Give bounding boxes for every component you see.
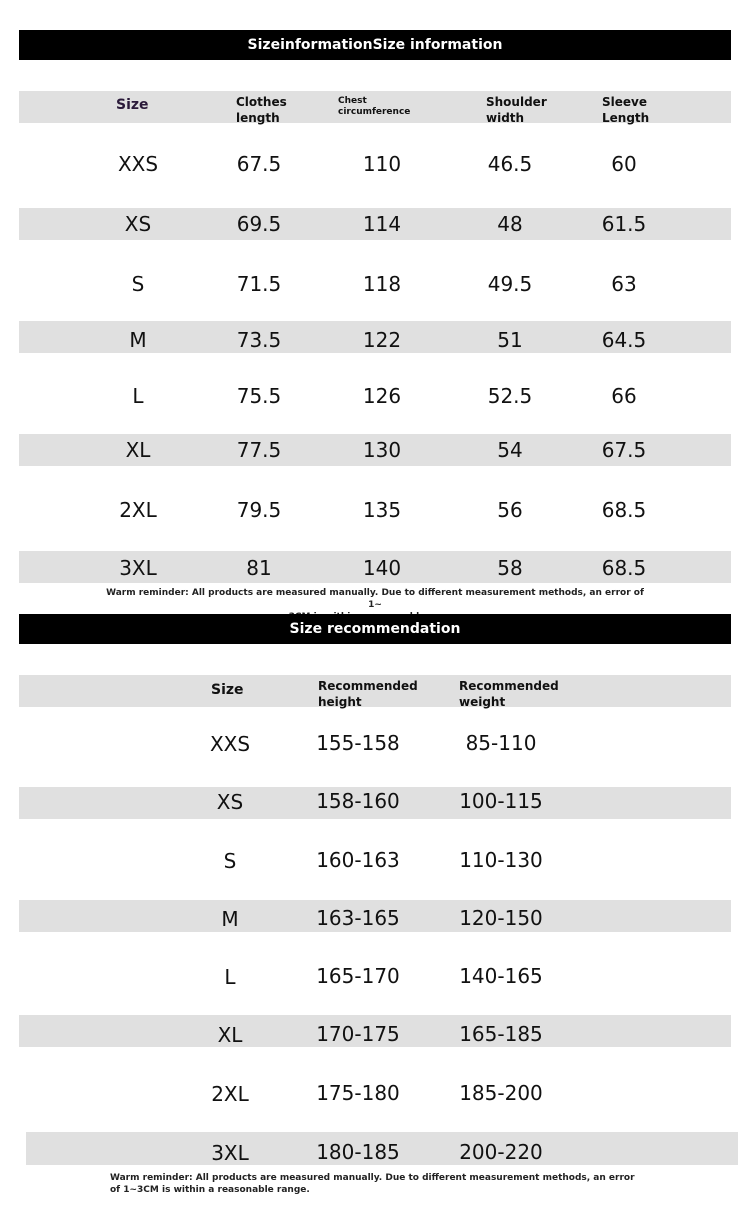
table-cell: 64.5 — [601, 328, 647, 352]
size-label: L — [224, 965, 236, 989]
size-label: XS — [216, 790, 244, 814]
table-cell: 66 — [611, 384, 637, 408]
note-line: of 1~3CM is within a reasonable range. — [110, 1185, 310, 1195]
size-label: M — [129, 328, 147, 352]
table-cell: 175-180 — [316, 1081, 400, 1105]
table-cell: 49.5 — [487, 272, 533, 296]
table-cell: 158-160 — [316, 789, 400, 813]
table-cell: 52.5 — [487, 384, 533, 408]
size-label: 3XL — [119, 556, 157, 580]
table-cell: 110 — [362, 152, 402, 176]
table-cell: 68.5 — [601, 498, 647, 522]
table-cell: 75.5 — [236, 384, 282, 408]
table-cell: 73.5 — [236, 328, 282, 352]
size-label: M — [221, 907, 239, 931]
table-cell: 77.5 — [236, 438, 282, 462]
size-label: XXS — [209, 732, 251, 756]
table-cell: 200-220 — [459, 1140, 543, 1164]
table-cell: 54 — [497, 438, 523, 462]
size-information-title: SizeinformationSize information — [19, 30, 731, 60]
size-label: XL — [125, 438, 151, 462]
size-label: L — [132, 384, 144, 408]
table-cell: 68.5 — [601, 556, 647, 580]
table-cell: 48 — [497, 212, 523, 236]
size-label: XS — [124, 212, 152, 236]
table-cell: 160-163 — [316, 848, 400, 872]
table-cell: 79.5 — [236, 498, 282, 522]
size-label: XL — [217, 1023, 243, 1047]
table-cell: 85-110 — [465, 731, 537, 755]
size-label: 3XL — [211, 1141, 249, 1165]
col-header-size: Size — [116, 97, 149, 113]
size-label: S — [131, 272, 145, 296]
size-label: S — [223, 849, 237, 873]
table-cell: 165-185 — [459, 1022, 543, 1046]
table-cell: 180-185 — [316, 1140, 400, 1164]
table-cell: 155-158 — [316, 731, 400, 755]
col-header-recommended-height: Recommended height — [318, 679, 418, 709]
table-cell: 58 — [497, 556, 523, 580]
size-label: 2XL — [211, 1082, 249, 1106]
table-cell: 185-200 — [459, 1081, 543, 1105]
note-line: Warm reminder: All products are measured manually. Due to different measurement methods, an error — [110, 1173, 635, 1183]
table-cell: 120-150 — [459, 906, 543, 930]
table-cell: 67.5 — [236, 152, 282, 176]
table-cell: 163-165 — [316, 906, 400, 930]
table-cell: 140 — [362, 556, 402, 580]
table-cell: 71.5 — [236, 272, 282, 296]
table-cell: 130 — [362, 438, 402, 462]
table-cell: 69.5 — [236, 212, 282, 236]
col-header-shoulder-width: Shoulder width — [486, 95, 547, 125]
table-cell: 61.5 — [601, 212, 647, 236]
note-line: Warm reminder: All products are measured manually. Due to different measurement methods, an error of 1~ — [106, 588, 644, 610]
table-cell: 100-115 — [459, 789, 543, 813]
table-cell: 165-170 — [316, 964, 400, 988]
size-recommendation-title: Size recommendation — [19, 614, 731, 644]
col-header-chest-circumference: Chest circumference — [338, 96, 411, 117]
table-cell: 170-175 — [316, 1022, 400, 1046]
table-cell: 51 — [497, 328, 523, 352]
size-label: XXS — [117, 152, 159, 176]
table-cell: 126 — [362, 384, 402, 408]
table-cell: 67.5 — [601, 438, 647, 462]
table-cell: 81 — [246, 556, 272, 580]
col-header-recommended-weight: Recommended weight — [459, 679, 559, 709]
table-cell: 122 — [362, 328, 402, 352]
table-cell: 60 — [611, 152, 637, 176]
table-cell: 118 — [362, 272, 402, 296]
size-label: 2XL — [119, 498, 157, 522]
table-cell: 114 — [362, 212, 402, 236]
col-header-sleeve-length: Sleeve Length — [602, 95, 650, 125]
col-header-clothes-length: Clothes length — [236, 95, 287, 125]
table-cell: 46.5 — [487, 152, 533, 176]
table-cell: 63 — [611, 272, 637, 296]
table-cell: 140-165 — [459, 964, 543, 988]
table-cell: 135 — [362, 498, 402, 522]
table-cell: 56 — [497, 498, 523, 522]
col-header-size: Size — [211, 682, 244, 698]
warm-reminder-note — [110, 1172, 670, 1196]
table-cell: 110-130 — [459, 848, 543, 872]
